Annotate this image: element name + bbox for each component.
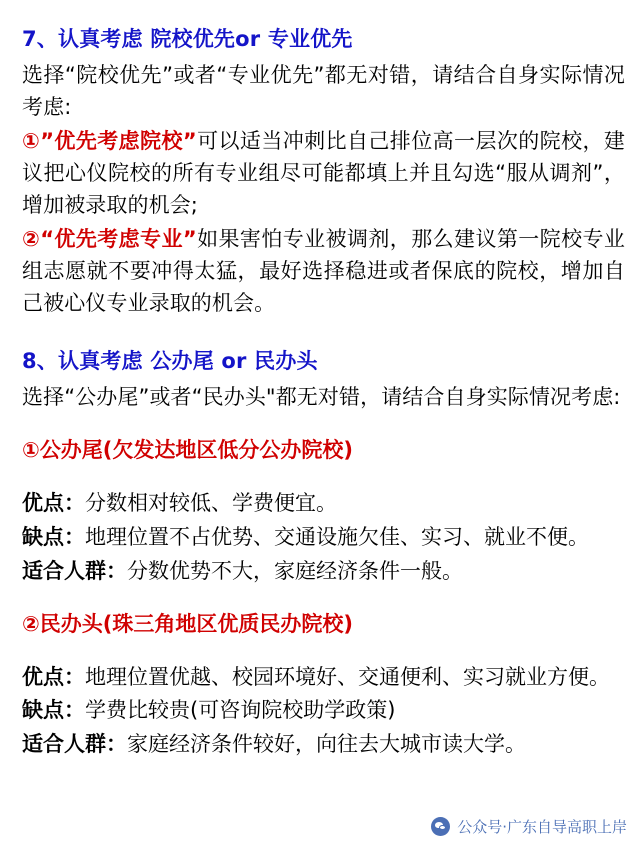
row-key: 优点： — [22, 490, 85, 515]
section-7 — [22, 24, 625, 320]
item-2-quoted: “优先考虑专业” — [40, 226, 197, 251]
row-value: 分数相对较低、学费便宜。 — [85, 490, 337, 515]
row-key: 优点： — [22, 664, 85, 689]
item-2-marker: ② — [22, 226, 41, 251]
group-private-head — [22, 609, 625, 762]
group-public-tail-title: ①公办尾(欠发达地区低分公办院校) — [22, 438, 353, 463]
row-value: 学费比较贵(可咨询院校助学政策) — [85, 698, 396, 723]
group-private-head-row-2 — [22, 695, 625, 727]
item-1-rest: 可以适当冲刺比自己排位高一层次的院校，建议把心仪院校的所有专业组尽可能都填上并且勾选“服从调剂”，增加被录取的机会; — [22, 129, 626, 218]
row-key: 适合人群： — [22, 558, 127, 583]
item-1-quoted: ”优先考虑院校” — [40, 129, 197, 154]
row-key: 缺点： — [22, 524, 85, 549]
row-value: 地理位置优越、校园环境好、交通便利、实习就业方便。 — [85, 664, 610, 689]
wechat-icon — [431, 817, 450, 836]
section-8-intro: 选择“公办尾”或者“民办头"都无对错，请结合自身实际情况考虑: — [22, 385, 621, 410]
row-value: 家庭经济条件较好，向往去大城市读大学。 — [127, 732, 526, 757]
group-private-head-row-3 — [22, 729, 625, 761]
group-public-tail-row-1 — [22, 488, 625, 520]
item-1-marker: ① — [22, 129, 41, 154]
footer-text: 公众号·广东自导高职上岸 — [457, 817, 627, 836]
row-key: 缺点： — [22, 698, 85, 723]
group-public-tail-row-2 — [22, 522, 625, 554]
section-7-intro: 选择“院校优先”或者“专业优先”都无对错，请结合自身实际情况考虑: — [22, 63, 625, 120]
section-8-heading: 8、认真考虑 公办尾 or 民办头 — [22, 348, 318, 373]
section-7-item-2 — [22, 224, 625, 320]
section-8 — [22, 346, 625, 762]
group-public-tail — [22, 435, 625, 588]
footer-watermark — [0, 804, 643, 848]
group-public-tail-row-3 — [22, 556, 625, 588]
group-private-head-title: ②民办头(珠三角地区优质民办院校) — [22, 611, 353, 636]
group-private-head-row-1 — [22, 662, 625, 694]
item-2-rest: 如果害怕专业被调剂，那么建议第一院校专业组志愿就不要冲得太猛，最好选择稳进或者保底的院校，增加自己被心仪专业录取的机会。 — [22, 226, 626, 315]
section-7-heading: 7、认真考虑 院校优先or 专业优先 — [22, 27, 353, 51]
section-7-item-1 — [22, 126, 625, 222]
row-key: 适合人群： — [22, 732, 127, 757]
row-value: 地理位置不占优势、交通设施欠佳、实习、就业不便。 — [85, 524, 589, 549]
row-value: 分数优势不大，家庭经济条件一般。 — [127, 558, 463, 583]
